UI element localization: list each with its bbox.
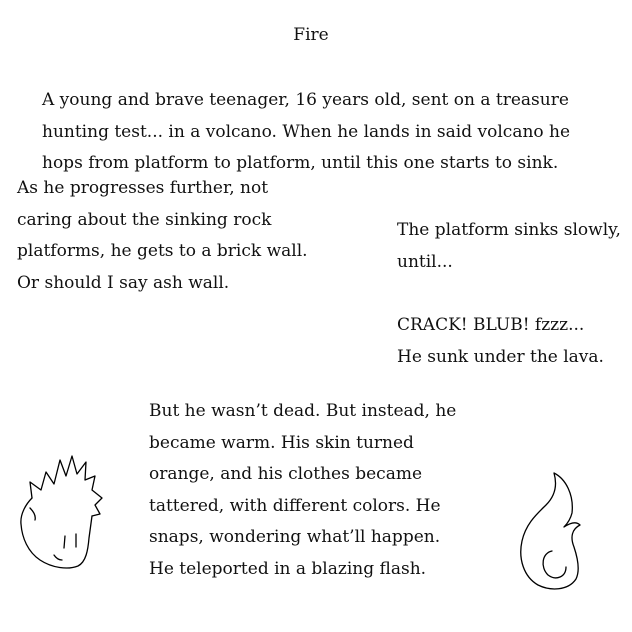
left-paragraph-line: caring about the sinking rock xyxy=(17,209,272,230)
intro-line: hops from platform to platform, until this one starts to sink. xyxy=(42,153,559,173)
left-paragraph-line: As he progresses further, not xyxy=(17,178,269,198)
left-paragraph-line: Or should I say ash wall. xyxy=(17,272,230,293)
right-paragraph xyxy=(397,215,621,278)
left-paragraph-line: platforms, he gets to a brick wall. xyxy=(17,241,308,261)
sound-effect-line: CRACK! BLUB! fzzz... xyxy=(397,315,585,335)
spiky-haired-head-sketch xyxy=(16,452,108,582)
bottom-paragraph-line: snaps, wondering what’ll happen. xyxy=(149,527,441,547)
left-paragraph xyxy=(17,173,308,299)
flame-sketch xyxy=(510,467,592,593)
sound-effect-paragraph xyxy=(397,310,604,373)
sound-effect-line: He sunk under the lava. xyxy=(397,346,604,367)
bottom-paragraph-line: became warm. His skin turned xyxy=(149,432,414,453)
right-paragraph-line: until... xyxy=(397,251,453,272)
page-title: Fire xyxy=(293,25,329,45)
right-paragraph-line: The platform sinks slowly, xyxy=(397,220,621,240)
bottom-paragraph-line: But he wasn’t dead. But instead, he xyxy=(149,401,457,421)
bottom-paragraph-line: He teleported in a blazing flash. xyxy=(149,558,427,579)
bottom-paragraph-line: orange, and his clothes became xyxy=(149,464,423,484)
intro-line: hunting test... in a volcano. When he lands in said volcano he xyxy=(42,121,571,142)
bottom-paragraph-line: tattered, with different colors. He xyxy=(149,495,441,516)
intro-paragraph xyxy=(42,85,570,180)
bottom-paragraph xyxy=(149,396,456,585)
intro-line: A young and brave teenager, 16 years old, sent on a treasure xyxy=(42,90,569,110)
